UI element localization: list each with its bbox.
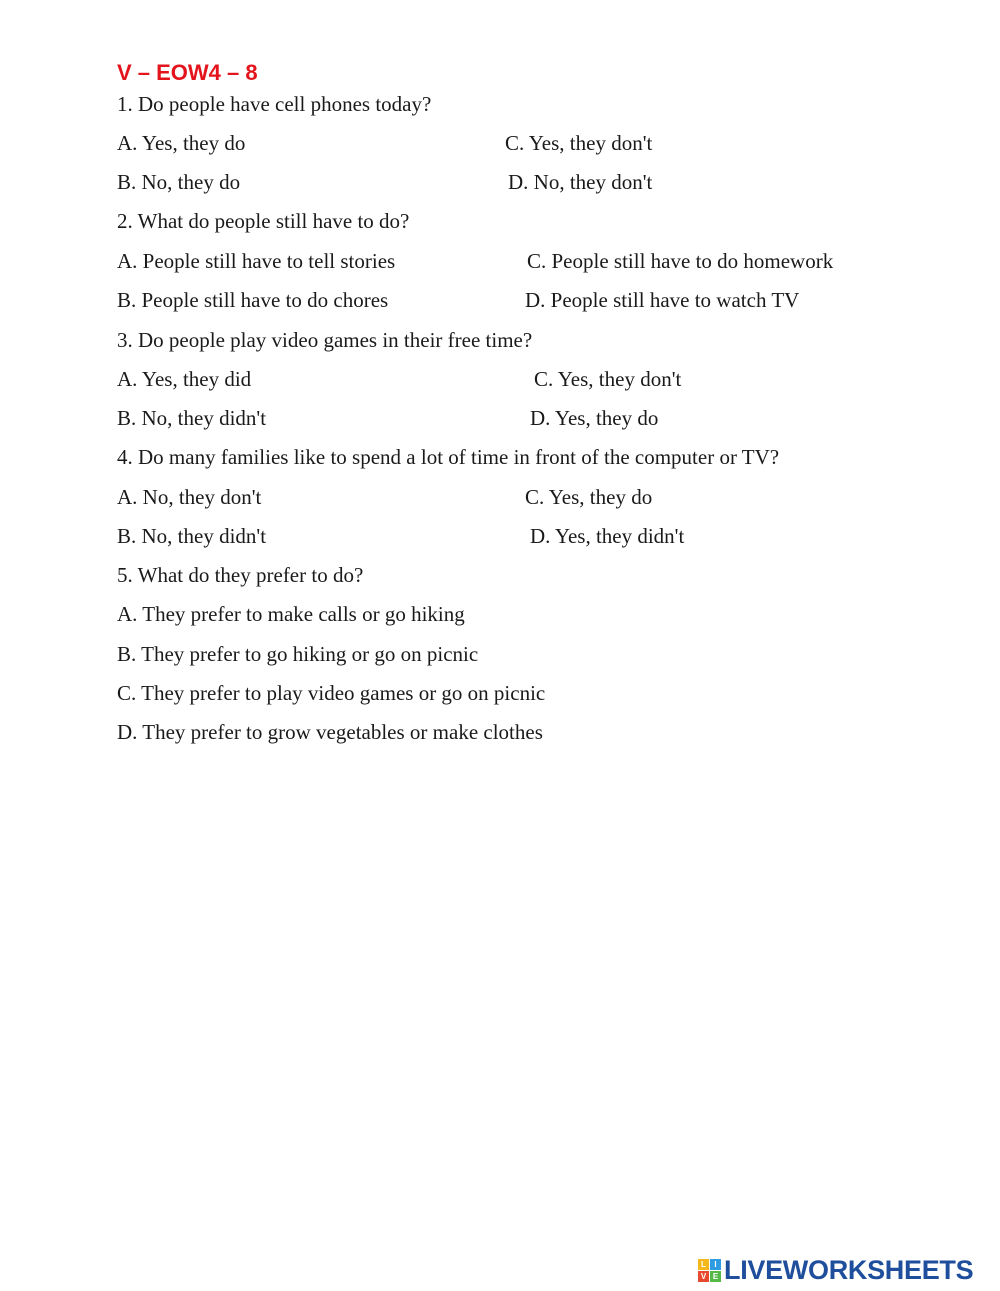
q4-option-c[interactable]: C. Yes, they do: [525, 485, 653, 509]
q2-option-b[interactable]: B. People still have to do chores: [117, 288, 389, 312]
question-5: 5. What do they prefer to do?: [117, 563, 364, 587]
liveworksheets-logo[interactable]: [698, 1255, 973, 1285]
logo-text: LIVEWORKSHEETS: [724, 1255, 974, 1285]
q3-option-b[interactable]: B. No, they didn't: [117, 406, 267, 430]
worksheet-title: V – EOW4 – 8: [117, 60, 258, 85]
logo-square-v: V: [698, 1271, 709, 1282]
q5-option-b[interactable]: B. They prefer to go hiking or go on picnic: [117, 642, 479, 666]
q1-option-a[interactable]: A. Yes, they do: [117, 131, 246, 155]
q5-option-c[interactable]: C. They prefer to play video games or go on picnic: [117, 681, 546, 705]
question-2: 2. What do people still have to do?: [117, 209, 410, 233]
q1-option-b[interactable]: B. No, they do: [117, 170, 241, 194]
q4-option-b[interactable]: B. No, they didn't: [117, 524, 267, 548]
q1-option-d[interactable]: D. No, they don't: [508, 170, 653, 194]
logo-squares-icon: [698, 1259, 721, 1282]
q3-option-d[interactable]: D. Yes, they do: [530, 406, 659, 430]
q3-option-c[interactable]: C. Yes, they don't: [534, 367, 682, 391]
q3-option-a[interactable]: A. Yes, they did: [117, 367, 252, 391]
q2-option-a[interactable]: A. People still have to tell stories: [117, 249, 396, 273]
question-3: 3. Do people play video games in their free time?: [117, 328, 533, 352]
logo-square-l: L: [698, 1259, 709, 1270]
q2-option-d[interactable]: D. People still have to watch TV: [525, 288, 800, 312]
logo-square-e: E: [710, 1271, 721, 1282]
q2-option-c[interactable]: C. People still have to do homework: [527, 249, 834, 273]
q4-option-a[interactable]: A. No, they don't: [117, 485, 262, 509]
q4-option-d[interactable]: D. Yes, they didn't: [530, 524, 685, 548]
q5-option-a[interactable]: A. They prefer to make calls or go hiking: [117, 602, 465, 626]
q1-option-c[interactable]: C. Yes, they don't: [505, 131, 653, 155]
q5-option-d[interactable]: D. They prefer to grow vegetables or make clothes: [117, 720, 543, 744]
question-4: 4. Do many families like to spend a lot of time in front of the computer or TV?: [117, 445, 780, 469]
question-1: 1. Do people have cell phones today?: [117, 92, 432, 116]
logo-square-i: I: [710, 1259, 721, 1270]
